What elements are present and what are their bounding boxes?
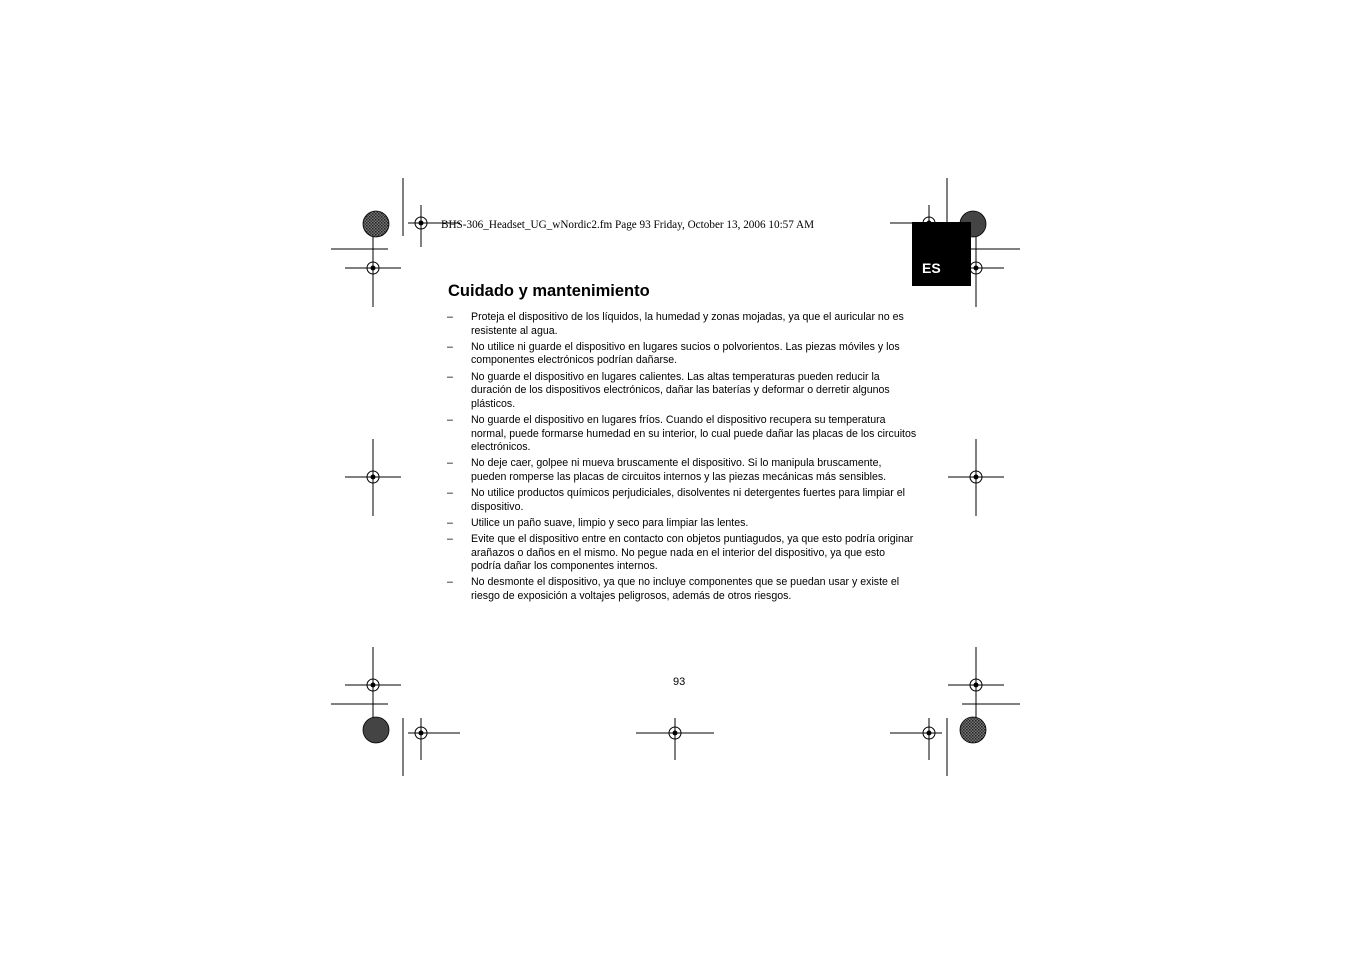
bullet-dash: –	[447, 576, 453, 589]
bullet-dash: –	[447, 370, 453, 383]
list-item-text: No desmonte el dispositivo, ya que no incluye componentes que se puedan usar y existe el riesgo de exposición a voltajes peligrosos, además de otros riesgos.	[471, 576, 900, 603]
language-tab	[912, 222, 971, 286]
list-item-text: Evite que el dispositivo entre en contacto con objetos puntiagudos, ya que esto podría originar arañazos o daños en el mismo. No pegue nada en el interior del dispositivo, ya que esto podría dañar los componentes internos.	[471, 533, 914, 573]
list-item-text: No utilice productos químicos perjudiciales, disolventes ni detergentes fuertes para limpiar el dispositivo.	[471, 487, 905, 513]
bullet-dash: –	[447, 457, 453, 470]
list-item-text: No deje caer, golpee ni mueva bruscamente el dispositivo. Si lo manipula bruscamente, pueden romperse las placas de circuitos internos y las piezas mecánicas más sensibles.	[471, 457, 887, 483]
list-item-text: No guarde el dispositivo en lugares calientes. Las altas temperaturas pueden reducir la duración de los dispositivos electrónicos, dañar las baterías y deformar o derretir algunos plásticos.	[471, 370, 890, 410]
bullet-dash: –	[447, 516, 453, 529]
list-item	[447, 311, 917, 338]
bullet-dash: –	[447, 487, 453, 500]
list-item-text: Utilice un paño suave, limpio y seco para limpiar las lentes.	[471, 516, 749, 529]
bullet-dash: –	[447, 533, 453, 546]
page-number: 93	[673, 676, 686, 688]
list-item	[447, 371, 917, 412]
list-item	[447, 341, 917, 368]
care-instructions-list	[447, 311, 917, 606]
list-item	[447, 517, 917, 531]
registration-mark-bottom-center	[636, 718, 714, 760]
star-target-bottom-right	[960, 717, 986, 743]
bullet-dash: –	[447, 311, 453, 323]
list-item	[447, 457, 917, 484]
section-title: Cuidado y mantenimiento	[448, 282, 650, 300]
list-item	[447, 487, 917, 514]
language-tab-label: ES	[922, 260, 941, 276]
file-slug-header: BHS-306_Headset_UG_wNordic2.fm Page 93 Friday, October 13, 2006 10:57 AM	[441, 219, 815, 231]
list-item-text: No guarde el dispositivo en lugares fríos. Cuando el dispositivo recupera su temperatura normal, puede formarse humedad en su interior, lo cual puede dañar las placas de los circuitos electrónicos.	[471, 413, 917, 454]
star-target-top-left	[363, 211, 389, 237]
list-item-text: No utilice ni guarde el dispositivo en lugares sucios o polvorientos. Las piezas móviles y los componentes electrónicos podrían dañarse.	[471, 340, 900, 367]
list-item	[447, 533, 917, 574]
registration-mark-bottom-left	[408, 718, 460, 760]
star-target-bottom-left	[363, 717, 389, 743]
list-item	[447, 576, 917, 603]
list-item-text: Proteja el dispositivo de los líquidos, la humedad y zonas mojadas, ya que el auricular no es resistente al agua.	[471, 311, 904, 337]
list-item	[447, 414, 917, 455]
registration-mark-bottom-right	[890, 718, 942, 760]
bullet-dash: –	[447, 340, 453, 353]
bullet-dash: –	[447, 413, 453, 426]
